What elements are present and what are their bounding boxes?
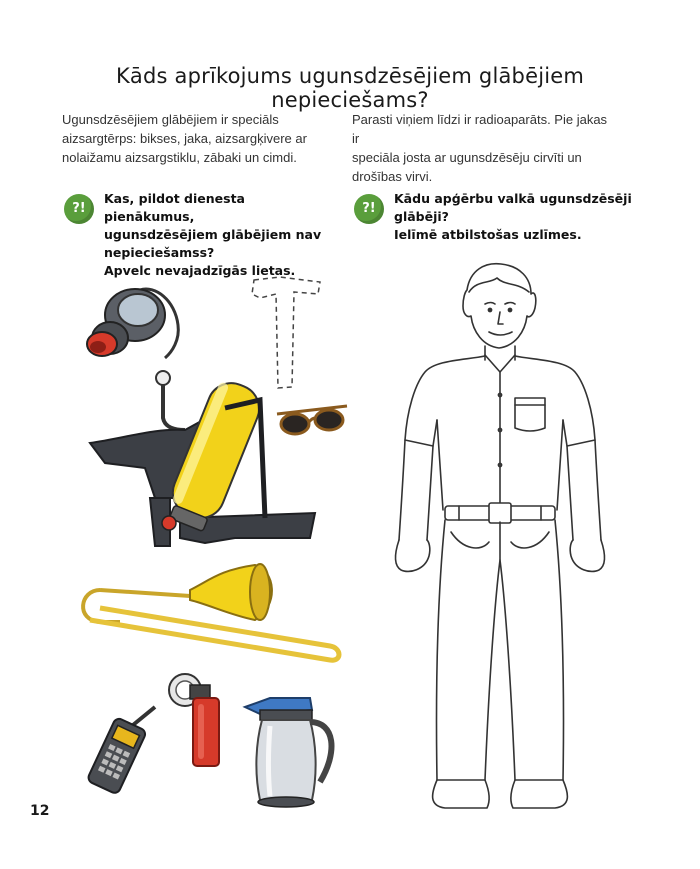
intro-left: [62, 110, 312, 167]
question-right-line: Ielīmē atbilstošas uzlīmes.: [394, 227, 582, 242]
page-title: Kāds aprīkojums ugunsdzēsējiem glābējiem nepieciešams?: [115, 64, 585, 112]
question-left-line: nepieciešamss?: [104, 245, 215, 260]
radio-icon[interactable]: [75, 705, 160, 795]
question-icon: ?!: [354, 194, 384, 224]
sunglasses-icon[interactable]: [275, 402, 355, 442]
thermos-icon[interactable]: [240, 692, 340, 812]
intro-right-line: speciāla josta ar ugunsdzēsēju cirvīti un: [352, 150, 582, 165]
trombone-icon[interactable]: [70, 560, 345, 672]
intro-right-line: drošības virvi.: [352, 169, 433, 184]
question-left: [104, 190, 334, 280]
question-right-line: Kādu apģērbu valkā ugunsdzēsēji: [394, 191, 632, 206]
intro-left-line: aizsargtērps: bikses, jaka, aizsargķivere ar: [62, 131, 307, 146]
intro-left-line: Ugunsdzēsējiem glābējiem ir speciāls: [62, 112, 279, 127]
gas-mask-icon[interactable]: [80, 280, 185, 365]
question-left-line: Kas, pildot dienesta pienākumus,: [104, 191, 245, 224]
question-right-line: glābēji?: [394, 209, 449, 224]
breathing-apparatus-icon[interactable]: [85, 368, 325, 558]
flashlight-icon[interactable]: [165, 670, 225, 770]
question-left-line: Apvelc nevajadzīgās lietas.: [104, 263, 296, 278]
question-icon: ?!: [64, 194, 94, 224]
question-right: [394, 190, 634, 244]
intro-right: [352, 110, 612, 186]
man-outline-icon[interactable]: [385, 260, 615, 815]
intro-left-line: nolaižamu aizsargstiklu, zābaki un cimdi.: [62, 150, 297, 165]
page-number: 12: [30, 803, 50, 819]
question-left-line: ugunsdzēsējiem glābējiem nav: [104, 227, 322, 242]
intro-right-line: Parasti viņiem līdzi ir radioaparāts. Pie jakas ir: [352, 112, 608, 146]
